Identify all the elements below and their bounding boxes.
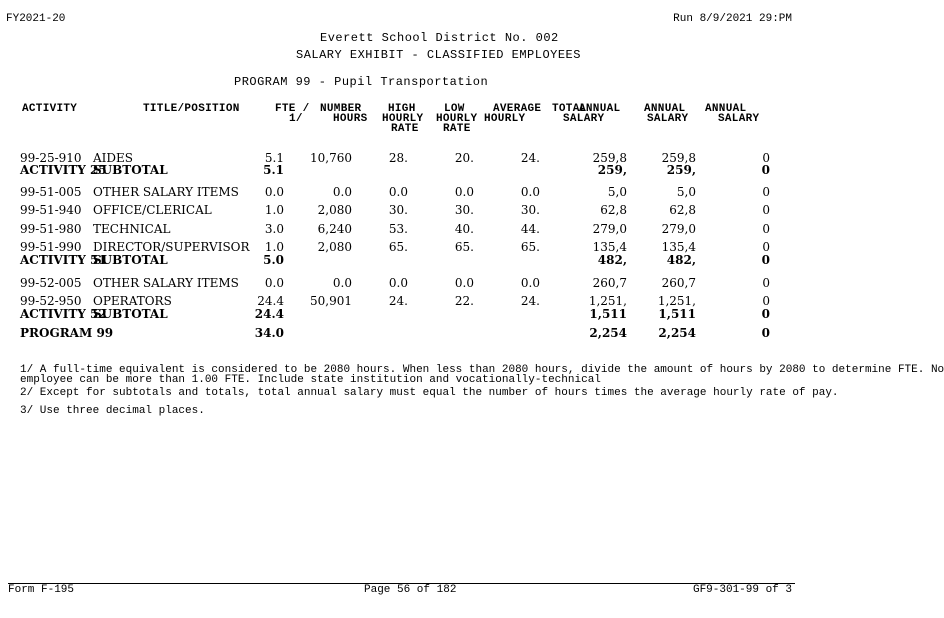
- col-hours-1: NUMBER: [320, 103, 362, 115]
- cell-title: OPERATORS: [93, 294, 172, 308]
- col-high-3: RATE: [391, 123, 419, 135]
- cell-activity: 99-51-940: [20, 203, 82, 217]
- cell-total: 1,251,: [588, 294, 627, 308]
- cell-total: 2,254: [589, 326, 627, 340]
- note-2: 2/ Except for subtotals and totals, total annual salary must equal the number of hours times the average hourly rate of pay.: [20, 387, 839, 399]
- cell-total: 259,8: [592, 151, 627, 165]
- cell-other: 0: [761, 163, 770, 177]
- cell-annual: 259,: [666, 163, 696, 177]
- cell-fte: 1.0: [264, 240, 284, 254]
- cell-fte: 3.0: [264, 222, 284, 236]
- cell-avg: 0.0: [520, 276, 540, 290]
- col-total-2: SALARY: [563, 113, 605, 125]
- cell-total: 260,7: [592, 276, 627, 290]
- cell-hours: 6,240: [317, 222, 352, 236]
- cell-high: 65.: [388, 240, 408, 254]
- cell-avg: 44.: [520, 222, 540, 236]
- fiscal-year: FY2021-20: [6, 13, 66, 25]
- cell-title: SUBTOTAL: [93, 253, 168, 267]
- col-avg-1: AVERAGE: [493, 103, 542, 115]
- cell-annual: 62,8: [669, 203, 696, 217]
- cell-other: 0: [762, 294, 770, 308]
- cell-title: SUBTOTAL: [93, 307, 168, 321]
- col-low-2: HOURLY: [436, 113, 478, 125]
- cell-title: OFFICE/CLERICAL: [93, 203, 212, 217]
- cell-activity: 99-51-990: [20, 240, 82, 254]
- cell-fte: 24.4: [257, 294, 284, 308]
- cell-avg: 65.: [520, 240, 540, 254]
- cell-other: 0: [762, 222, 770, 236]
- cell-other: 0: [762, 276, 770, 290]
- cell-activity: 99-52-950: [20, 294, 82, 308]
- cell-hours: 2,080: [317, 240, 352, 254]
- cell-avg: 0.0: [520, 185, 540, 199]
- cell-total: 482,: [597, 253, 627, 267]
- cell-annual: 1,251,: [657, 294, 696, 308]
- cell-activity: PROGRAM 99: [20, 326, 114, 340]
- col-hours-2: HOURS: [333, 113, 368, 125]
- cell-other: 0: [762, 151, 770, 165]
- cell-total: 5,0: [607, 185, 627, 199]
- form-number: Form F-195: [8, 584, 75, 596]
- program-title: PROGRAM 99 - Pupil Transportation: [234, 75, 489, 89]
- cell-other: 0: [762, 203, 770, 217]
- cell-fte: 34.0: [254, 326, 284, 340]
- cell-other: 0: [761, 253, 770, 267]
- cell-fte: 1.0: [264, 203, 284, 217]
- cell-fte: 0.0: [264, 185, 284, 199]
- cell-fte: 5.0: [263, 253, 284, 267]
- cell-annual: 482,: [666, 253, 696, 267]
- cell-title: OTHER SALARY ITEMS: [93, 276, 239, 290]
- cell-annual: 279,0: [661, 222, 696, 236]
- cell-total: 259,: [597, 163, 627, 177]
- cell-total: 135,4: [592, 240, 627, 254]
- page-number: Page 56 of 182: [364, 584, 457, 596]
- cell-low: 0.0: [454, 185, 474, 199]
- cell-activity: 99-52-005: [20, 276, 82, 290]
- col-annual-b-2: SALARY: [647, 113, 689, 125]
- note-1a: 1/ A full-time equivalent is considered to be 2080 hours. When less than 2080 hours, divide the amount of hours by 2080 to determine FTE. No: [20, 364, 944, 376]
- cell-low: 22.: [454, 294, 474, 308]
- cell-title: AIDES: [93, 151, 134, 165]
- cell-title: TECHNICAL: [93, 222, 171, 236]
- cell-fte: 0.0: [264, 276, 284, 290]
- cell-title: DIRECTOR/SUPERVISOR: [93, 240, 250, 254]
- cell-high: 0.0: [388, 185, 408, 199]
- cell-activity: ACTIVITY 52: [20, 307, 107, 321]
- col-title: TITLE/POSITION: [143, 103, 240, 115]
- note-1b: employee can be more than 1.00 FTE. Include state institution and vocationally-technical: [20, 374, 601, 386]
- col-high-1: HIGH: [388, 103, 416, 115]
- cell-annual: 260,7: [661, 276, 696, 290]
- cell-avg: 30.: [520, 203, 540, 217]
- cell-activity: 99-25-910: [20, 151, 82, 165]
- cell-low: 40.: [454, 222, 474, 236]
- cell-hours: 0.0: [332, 185, 352, 199]
- cell-annual: 135,4: [661, 240, 696, 254]
- col-low-3: RATE: [443, 123, 471, 135]
- cell-hours: 2,080: [317, 203, 352, 217]
- cell-avg: 24.: [520, 294, 540, 308]
- col-total-1: TOTAL: [552, 103, 587, 115]
- col-annual-c-2: SALARY: [718, 113, 760, 125]
- cell-low: 20.: [454, 151, 474, 165]
- cell-activity: ACTIVITY 51: [20, 253, 107, 267]
- col-annual-1: ANNUAL: [579, 103, 621, 115]
- cell-high: 0.0: [388, 276, 408, 290]
- cell-annual: 1,511: [658, 307, 696, 321]
- cell-annual: 259,8: [661, 151, 696, 165]
- cell-hours: 0.0: [332, 276, 352, 290]
- cell-title: OTHER SALARY ITEMS: [93, 185, 239, 199]
- cell-annual: 5,0: [676, 185, 696, 199]
- cell-other: 0: [761, 307, 770, 321]
- col-high-2: HOURLY: [382, 113, 424, 125]
- run-info: Run 8/9/2021 29:PM: [673, 13, 792, 25]
- cell-high: 24.: [388, 294, 408, 308]
- cell-avg: 24.: [520, 151, 540, 165]
- cell-title: SUBTOTAL: [93, 163, 168, 177]
- cell-high: 30.: [388, 203, 408, 217]
- cell-activity: 99-51-005: [20, 185, 82, 199]
- col-fte: FTE /: [275, 103, 310, 115]
- district-name: Everett School District No. 002: [320, 31, 559, 45]
- cell-fte: 5.1: [264, 151, 284, 165]
- col-avg-2: HOURLY: [484, 113, 526, 125]
- cell-other: 0: [761, 326, 770, 340]
- col-annual-c-1: ANNUAL: [705, 103, 747, 115]
- cell-annual: 2,254: [658, 326, 696, 340]
- cell-hours: 10,760: [310, 151, 352, 165]
- note-3: 3/ Use three decimal places.: [20, 405, 205, 417]
- cell-activity: ACTIVITY 25: [20, 163, 107, 177]
- cell-low: 65.: [454, 240, 474, 254]
- cell-total: 1,511: [589, 307, 627, 321]
- report-title: SALARY EXHIBIT - CLASSIFIED EMPLOYEES: [296, 48, 581, 62]
- cell-low: 0.0: [454, 276, 474, 290]
- cell-other: 0: [762, 185, 770, 199]
- cell-high: 53.: [388, 222, 408, 236]
- cell-total: 279,0: [592, 222, 627, 236]
- col-activity: ACTIVITY: [22, 103, 78, 115]
- col-annual-b-1: ANNUAL: [644, 103, 686, 115]
- cell-low: 30.: [454, 203, 474, 217]
- col-low-1: LOW: [444, 103, 465, 115]
- col-fte-note: 1/: [289, 113, 303, 125]
- cell-total: 62,8: [600, 203, 627, 217]
- form-code: GF9-301-99 of 3: [692, 584, 792, 596]
- cell-hours: 50,901: [310, 294, 352, 308]
- cell-fte: 5.1: [263, 163, 284, 177]
- cell-other: 0: [762, 240, 770, 254]
- cell-fte: 24.4: [254, 307, 284, 321]
- cell-activity: 99-51-980: [20, 222, 82, 236]
- cell-high: 28.: [388, 151, 408, 165]
